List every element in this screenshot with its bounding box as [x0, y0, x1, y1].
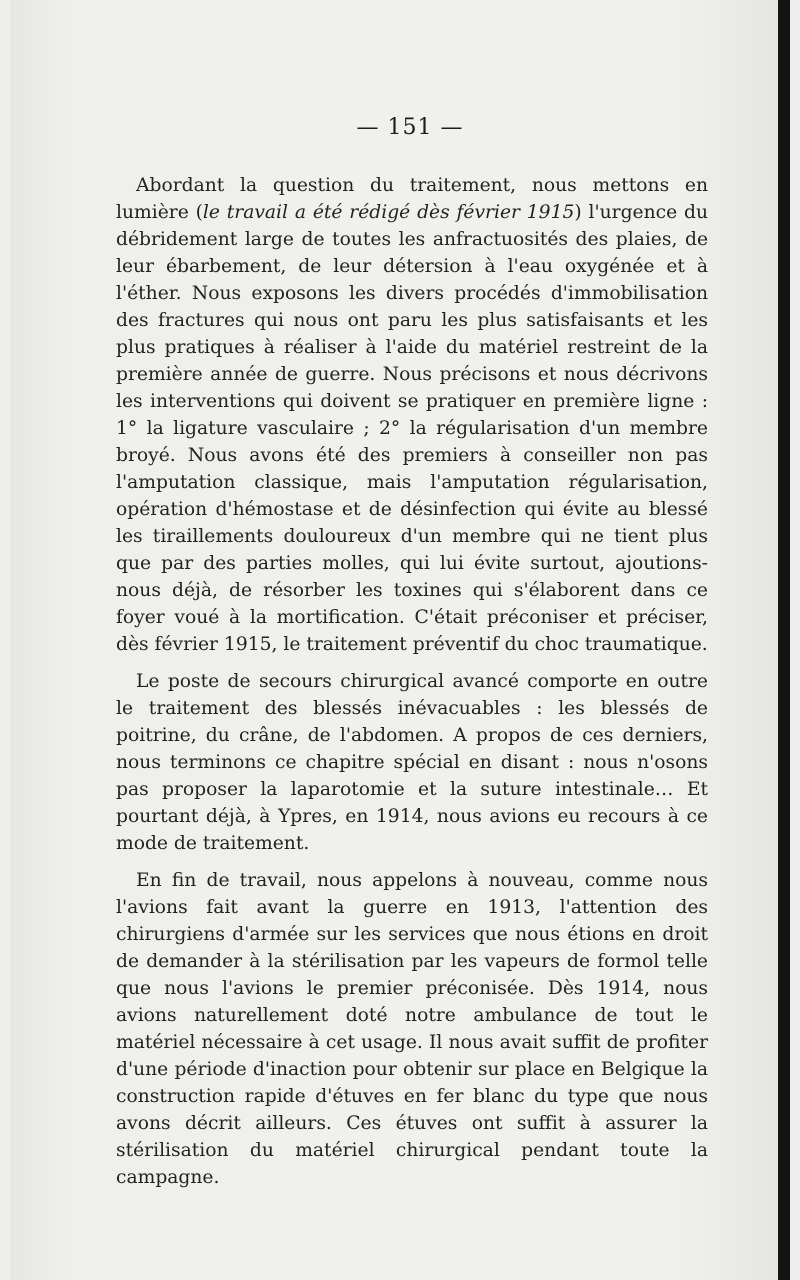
paragraph-1: [116, 172, 708, 658]
body-text: [116, 172, 708, 1191]
page-dark-edge: [778, 0, 790, 1280]
book-page: [10, 0, 790, 1280]
paragraph-2: Le poste de secours chirurgical avancé comporte en outre le traitement des blessés inévacuables : les blessés de poitrine, du crâne, de l'abdomen. A propos de ces derniers, nous terminons ce chapitre spécial en disant : nous n'osons pas proposer la laparotomie et la suture intestinale… Et pourtant déjà, à Ypres, en 1914, nous avions eu recours à ce mode de traitement.: [116, 671, 708, 854]
paragraph-1-rest: ) l'urgence du débridement large de toutes les anfractuosités des plaies, de leur ébarbement, de leur détersion à l'eau oxygénée et à l'éther. Nous exposons les divers procédés d'immobilisation des fractures qui nous ont paru les plus satisfaisants et les plus pratiques à réaliser à l'aide du matériel restreint de la première année de guerre. Nous précisons et nous décrivons les interventions qui doivent se pratiquer en première ligne : 1° la ligature vasculaire ; 2° la régularisation d'un membre broyé. Nous avons été des premiers à conseiller non pas l'amputation classique, mais l'amputation régularisation, opération d'hémostase et de désinfection qui évite au blessé les tiraillements douloureux d'un membre qui ne tient plus que par des parties molles, qui lui évite surtout, ajoutions-nous déjà, de résorber les toxines qui s'élaborent dans ce foyer voué à la mortification. C'était préconiser et préciser, dès février 1915, le traitement préventif du choc traumatique.: [116, 202, 708, 655]
page-number: — 151 —: [356, 115, 464, 140]
paragraph-1-italic-note: le travail a été rédigé dès février 1915: [202, 202, 575, 223]
paragraph-3: En fin de travail, nous appelons à nouveau, comme nous l'avions fait avant la guerre en 1913, l'attention des chirurgiens d'armée sur les services que nous étions en droit de demander à la stérilisation par les vapeurs de formol telle que nous l'avions le premier préconisée. Dès 1914, nous avions naturellement doté notre ambulance de tout le matériel nécessaire à cet usage. Il nous avait suffit de profiter d'une période d'inaction pour obtenir sur place en Belgique la construction rapide d'étuves en fer blanc du type que nous avons décrit ailleurs. Ces étuves ont suffit à assurer la stérilisation du matériel chirurgical pendant toute la campagne.: [116, 870, 708, 1188]
paragraph-1-start: Abordant la question du traitement, nous mettons en lumière (: [116, 175, 708, 223]
